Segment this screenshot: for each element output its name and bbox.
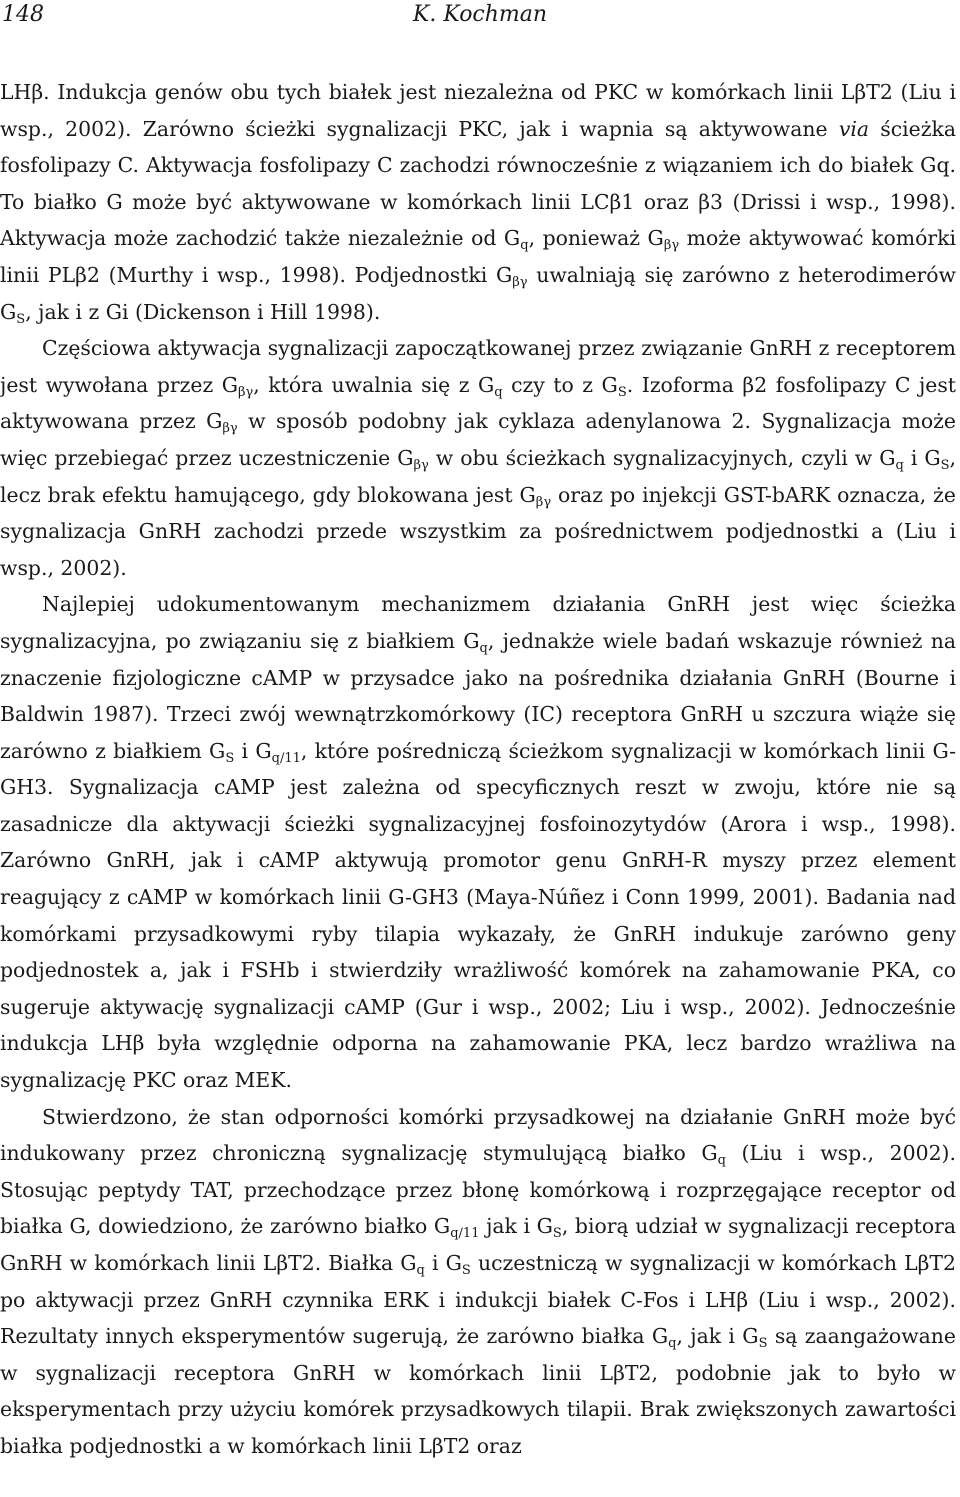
text-run: są zaangażowane w sygnalizacji receptora GnRH w komórkach linii LβT2, podobnie jak to było w eksperymentach przy użyciu komórek przysadkowych tilapii. Brak zwiększonych zawartości białka podjednostki a w komórkach linii LβT2 oraz <box>0 1324 957 1458</box>
text-run: Częściowa aktywacja sygnalizacji zapoczątkowanej przez związanie GnRH z receptorem jest wywołana przez G <box>0 336 956 397</box>
text-run: LHβ. Indukcja genów obu tych białek jest niezależna od PKC w komórkach linii LβT2 (Liu i wsp., 2002). Zarówno ścieżki sygnalizacji PKC, jak i wapnia są aktywowane <box>0 80 956 141</box>
text-run: Najlepiej udokumentowanym mechanizmem działania GnRH jest więc ścieżka sygnalizacyjna, po związaniu się z białkiem G <box>0 592 956 653</box>
text-run: , lecz brak efektu hamującego, gdy blokowana jest G <box>0 445 956 507</box>
text-run: może aktywować komórki linii PLβ2 (Murthy i wsp., 1998). Podjednostki G <box>0 226 956 287</box>
text-run: i G <box>903 445 941 470</box>
text-run: , biorą udział w sygnalizacji receptora GnRH w komórkach linii LβT2. Białka G <box>0 1214 957 1275</box>
text-run: . Izoforma β2 fosfolipazy C jest aktywowana przez G <box>0 372 957 434</box>
subscript: q/11 <box>450 1226 480 1242</box>
text-run: w obu ścieżkach sygnalizacyjnych, czyli w G <box>428 445 896 470</box>
running-head: K. Kochman <box>412 2 548 27</box>
paragraph <box>0 330 956 586</box>
italic-text: via <box>838 116 870 141</box>
paragraph <box>0 74 956 330</box>
subscript: q <box>520 238 529 254</box>
subscript: S <box>940 457 950 473</box>
subscript: q <box>416 1263 425 1278</box>
subscript: q <box>668 1336 677 1352</box>
body-text <box>0 74 956 1465</box>
paragraph <box>0 1099 956 1465</box>
text-run: i G <box>424 1251 462 1275</box>
subscript: q/11 <box>271 750 301 766</box>
subscript: βγ <box>413 457 429 473</box>
subscript: q <box>717 1153 726 1169</box>
paragraph <box>0 586 956 1098</box>
text-run: , które pośredniczą ścieżkom sygnalizacji w komórkach linii G-GH3. Sygnalizacja cAMP jest zależna od specyficznych reszt w zwoju, które nie są zasadnicze dla aktywacji ścieżki sygnalizacyjnej fosfoinozytydów (Arora i wsp., 1998). Zarówno GnRH, jak i cAMP aktywują promotor genu GnRH-R myszy przez element reagujący z cAMP w komórkach linii G-GH3 (Maya-Núñez i Conn 1999, 2001). Badania nad komórkami przysadkowymi ryby tilapia wykazały, że GnRH indukuje zarówno geny podjednostek a, jak i FSHb i stwierdziły wrażliwość komórek na zahamowanie PKA, co sugeruje aktywację sygnalizacji cAMP (Gur i wsp., 2002; Liu i wsp., 2002). Jednocześnie indukcja LHβ była względnie odporna na zahamowanie PKA, lecz bardzo wrażliwa na sygnalizację PKC oraz MEK. <box>0 738 956 1093</box>
page-header <box>0 0 960 30</box>
subscript: βγ <box>663 238 680 254</box>
text-run: i G <box>234 738 272 763</box>
subscript: S <box>225 750 235 766</box>
text-run: , jednakże wiele badań wskazuje również na znaczenie fizjologiczne cAMP w przysadce jako na pośrednika działania GnRH (Bourne i Baldwin 1987). Trzeci zwój wewnątrzkomórkowy (IC) receptora GnRH u szczura wiąże się zarówno z białkiem G <box>0 628 956 763</box>
page-number: 148 <box>2 2 44 27</box>
text-run: , ponieważ G <box>528 226 664 251</box>
text-run: (Liu i wsp., 2002). Stosując peptydy TAT, przechodzące przez błonę komórkową i rozprzęgające receptor od białka G, dowiedziono, że zarówno białko G <box>0 1141 956 1239</box>
text-run: uczestniczą w sygnalizacji w komórkach LβT2 po aktywacji przez GnRH czynnika ERK i indukcji białek C-Fos i LHβ (Liu i wsp., 2002). Rezultaty innych eksperymentów sugerują, że zarówno białka G <box>0 1251 956 1349</box>
text-run: , jak i G <box>676 1324 759 1349</box>
text-run: ścieżka fosfolipazy C. Aktywacja fosfolipazy C zachodzi równocześnie z wiązaniem ich do białek Gq. To białko G może być aktywowane w komórkach linii LCβ1 oraz β3 (Drissi i wsp., 1998). Aktywacja może zachodzić także niezależnie od G <box>0 116 956 251</box>
subscript: S <box>617 384 627 400</box>
subscript: βγ <box>238 384 254 400</box>
subscript: βγ <box>222 421 238 437</box>
subscript: S <box>16 311 26 327</box>
text-run: uwalniają się zarówno z heterodimerów G <box>0 262 956 324</box>
text-run: jak i G <box>479 1214 553 1239</box>
subscript: q <box>494 384 503 400</box>
text-run: czy to z G <box>502 372 618 397</box>
subscript: βγ <box>512 274 528 290</box>
text-run: , jak i z Gi (Dickenson i Hill 1998). <box>25 299 381 324</box>
text-run: oraz po injekcji GST-bARK oznacza, że sygnalizacja GnRH zachodzi przede wszystkim za pośrednictwem podjednostki a (Liu i wsp., 2002). <box>0 482 956 580</box>
text-run: , która uwalnia się z G <box>253 372 495 397</box>
subscript: q <box>479 640 488 656</box>
subscript: S <box>758 1336 768 1352</box>
subscript: q <box>895 457 904 473</box>
subscript: βγ <box>535 494 552 510</box>
subscript: S <box>552 1226 562 1242</box>
text-run: w sposób podobny jak cyklaza adenylanowa 2. Sygnalizacja może więc przebiegać przez uczestniczenie G <box>0 409 956 470</box>
subscript: S <box>461 1263 471 1278</box>
text-run: Stwierdzono, że stan odporności komórki przysadkowej na działanie GnRH może być indukowany przez chroniczną sygnalizację stymulującą białko G <box>0 1104 956 1166</box>
